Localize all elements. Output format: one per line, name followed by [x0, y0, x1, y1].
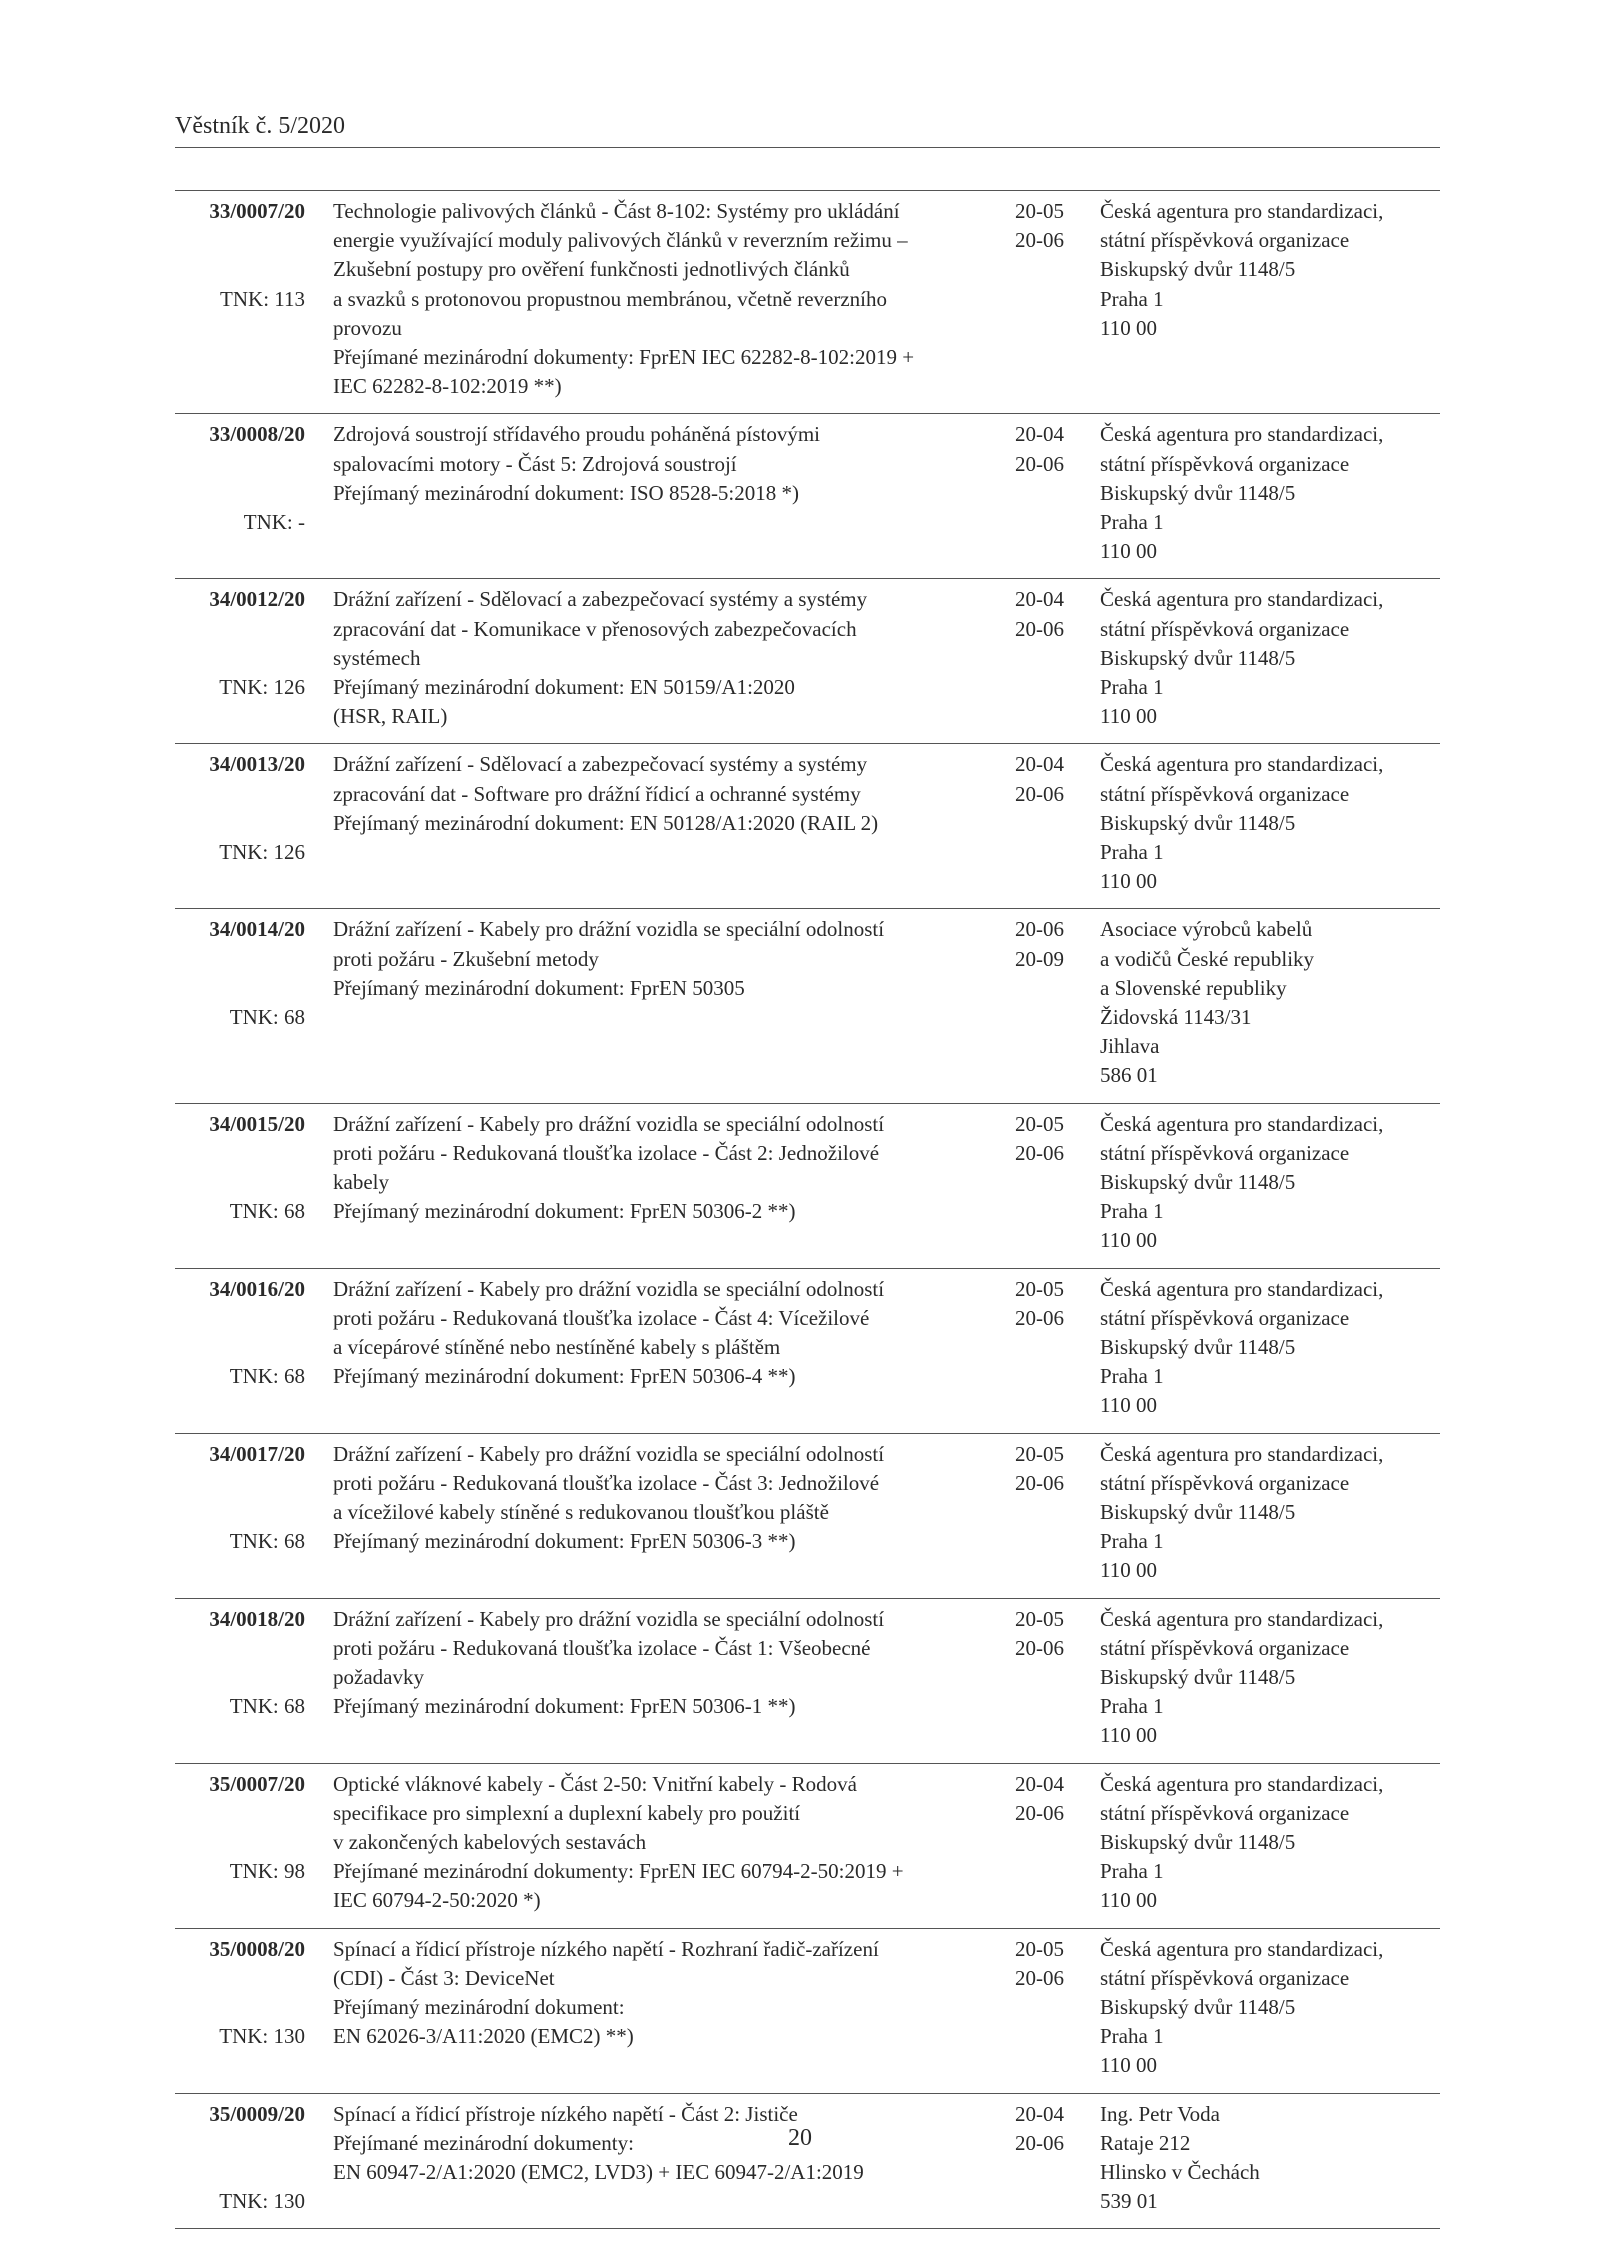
record-org-cell — [1100, 585, 1440, 731]
record-org-cell — [1100, 1275, 1440, 1421]
record-date: 20-06 — [1015, 1305, 1064, 1330]
record-org-line: Asociace výrobců kabelů — [1100, 917, 1313, 942]
table-row — [175, 414, 1440, 579]
record-org-line: státní příspěvková organizace — [1100, 1800, 1350, 1825]
record-title-cell — [333, 420, 853, 508]
record-title-line: Optické vláknové kabely - Část 2-50: Vnitřní kabely - Rodová — [333, 1771, 857, 1796]
record-org-line: Biskupský dvůr 1148/5 — [1100, 1334, 1296, 1359]
record-title-cell — [333, 1110, 885, 1227]
record-title-line: systémech — [333, 645, 421, 670]
record-org-line: Česká agentura pro standardizaci, — [1100, 1441, 1384, 1466]
record-title-line: spalovacími motory - Část 5: Zdrojová soustrojí — [333, 451, 737, 476]
record-date: 20-05 — [1015, 1276, 1064, 1301]
record-title-line: Přejímaný mezinárodní dokument: FprEN 50306-3 **) — [333, 1529, 796, 1554]
record-org-line: Česká agentura pro standardizaci, — [1100, 1276, 1384, 1301]
record-dates-cell — [1015, 420, 1085, 478]
record-date: 20-06 — [1015, 1140, 1064, 1165]
record-org-line: státní příspěvková organizace — [1100, 1635, 1350, 1660]
record-org-line: Praha 1 — [1100, 1364, 1164, 1389]
record-date: 20-05 — [1015, 1111, 1064, 1136]
record-org-line: Česká agentura pro standardizaci, — [1100, 1111, 1384, 1136]
record-date: 20-06 — [1015, 1800, 1064, 1825]
record-org-line: 110 00 — [1100, 1393, 1157, 1418]
record-title-line: Zkušební postupy pro ověření funkčnosti jednotlivých článků — [333, 257, 850, 282]
record-org-line: Česká agentura pro standardizaci, — [1100, 752, 1384, 777]
record-id-cell — [175, 420, 305, 534]
record-title-line: a vícežilové kabely stíněné s redukovanou tloušťkou pláště — [333, 1499, 829, 1524]
record-org-line: Praha 1 — [1100, 1859, 1164, 1884]
record-date: 20-05 — [1015, 199, 1064, 223]
record-org-cell — [1100, 1110, 1440, 1256]
record-org-line: Praha 1 — [1100, 1694, 1164, 1719]
record-title-line: EN 62026-3/A11:2020 (EMC2) **) — [333, 2024, 634, 2049]
record-title-cell — [333, 915, 885, 1003]
record-dates-cell — [1015, 585, 1085, 643]
record-title-line: Přejímaný mezinárodní dokument: FprEN 50305 — [333, 975, 745, 1000]
record-dates-cell — [1015, 915, 1085, 973]
record-id-cell — [175, 197, 305, 311]
record-title-line: Přejímaný mezinárodní dokument: — [333, 1994, 625, 2019]
record-date: 20-05 — [1015, 1606, 1064, 1631]
record-code: 34/0017/20 — [209, 1441, 305, 1466]
standards-table — [175, 190, 1440, 2229]
record-org-line: 110 00 — [1100, 1888, 1157, 1913]
record-org-line: státní příspěvková organizace — [1100, 781, 1350, 806]
record-title-cell — [333, 1605, 885, 1722]
record-title-line: Drážní zařízení - Kabely pro drážní vozidla se speciální odolností — [333, 1441, 885, 1466]
record-tnk: TNK: 130 — [219, 2024, 305, 2049]
record-tnk: TNK: 68 — [229, 1004, 305, 1029]
record-org-cell — [1100, 915, 1440, 1090]
record-title-line: Přejímaný mezinárodní dokument: EN 50159/A1:2020 — [333, 675, 795, 699]
record-org-line: Česká agentura pro standardizaci, — [1100, 1606, 1384, 1631]
record-org-line: Česká agentura pro standardizaci, — [1100, 422, 1384, 447]
record-title-line: EN 60947-2/A1:2020 (EMC2, LVD3) + IEC 60947-2/A1:2019 — [333, 2159, 864, 2184]
record-title-line: (CDI) - Část 3: DeviceNet — [333, 1965, 555, 1990]
record-date: 20-06 — [1015, 1635, 1064, 1660]
record-org-cell — [1100, 1440, 1440, 1586]
record-title-line: Přejímaný mezinárodní dokument: FprEN 50306-2 **) — [333, 1199, 796, 1224]
record-org-line: Jihlava — [1100, 1034, 1160, 1059]
record-title-line: proti požáru - Redukovaná tloušťka izolace - Část 2: Jednožilové — [333, 1140, 880, 1165]
record-org-line: 539 01 — [1100, 2189, 1158, 2214]
record-org-line: 110 00 — [1100, 704, 1157, 729]
record-title-line: a svazků s protonovou propustnou membránou, včetně reverzního — [333, 286, 888, 311]
record-date: 20-06 — [1015, 1965, 1064, 1990]
record-org-line: Praha 1 — [1100, 286, 1164, 311]
record-title-line: proti požáru - Redukovaná tloušťka izolace - Část 4: Vícežilové — [333, 1305, 870, 1330]
record-title-line: (HSR, RAIL) — [333, 704, 448, 729]
record-title-cell — [333, 750, 879, 838]
record-org-line: a Slovenské republiky — [1100, 975, 1287, 1000]
record-org-line: Biskupský dvůr 1148/5 — [1100, 1169, 1296, 1194]
table-row — [175, 191, 1440, 414]
record-org-line: státní příspěvková organizace — [1100, 1305, 1350, 1330]
record-org-cell — [1100, 750, 1440, 896]
record-org-line: státní příspěvková organizace — [1100, 616, 1350, 641]
record-dates-cell — [1015, 1770, 1085, 1828]
record-title-line: zpracování dat - Komunikace v přenosových zabezpečovacích — [333, 616, 857, 641]
record-tnk: TNK: - — [243, 509, 305, 534]
record-title-cell — [333, 585, 868, 731]
table-row — [175, 909, 1440, 1103]
record-org-line: 110 00 — [1100, 539, 1157, 564]
table-row — [175, 1599, 1440, 1764]
record-code: 34/0013/20 — [209, 752, 305, 777]
record-date: 20-04 — [1015, 422, 1064, 447]
record-id-cell — [175, 915, 305, 1029]
record-org-line: a vodičů České republiky — [1100, 946, 1315, 971]
record-org-line: Biskupský dvůr 1148/5 — [1100, 1994, 1296, 2019]
record-org-line: Praha 1 — [1100, 840, 1164, 864]
record-org-line: 110 00 — [1100, 1228, 1157, 1253]
record-org-line: Biskupský dvůr 1148/5 — [1100, 257, 1296, 282]
record-id-cell — [175, 1275, 305, 1389]
record-title-line: Drážní zařízení - Kabely pro drážní vozidla se speciální odolností — [333, 917, 885, 942]
journal-title: Věstník č. 5/2020 — [175, 113, 345, 139]
record-code: 34/0012/20 — [209, 587, 305, 612]
record-code: 34/0018/20 — [209, 1606, 305, 1631]
record-org-line: Česká agentura pro standardizaci, — [1100, 587, 1384, 612]
record-title-line: energie využívající moduly palivových článků v reverzním režimu – — [333, 228, 908, 253]
record-tnk: TNK: 126 — [219, 839, 305, 864]
record-code: 33/0008/20 — [209, 422, 305, 447]
record-date: 20-06 — [1015, 451, 1064, 476]
record-date: 20-06 — [1015, 781, 1064, 806]
record-org-line: 110 00 — [1100, 1723, 1157, 1748]
record-title-line: proti požáru - Redukovaná tloušťka izolace - Část 1: Všeobecné — [333, 1635, 871, 1660]
record-tnk: TNK: 98 — [229, 1859, 305, 1884]
record-title-cell — [333, 197, 915, 401]
record-org-line: Praha 1 — [1100, 675, 1164, 699]
record-date: 20-04 — [1015, 1771, 1064, 1796]
record-org-line: státní příspěvková organizace — [1100, 1140, 1350, 1165]
record-dates-cell — [1015, 1605, 1085, 1663]
record-title-line: Drážní zařízení - Sdělovací a zabezpečovací systémy a systémy — [333, 752, 868, 777]
record-code: 35/0008/20 — [209, 1936, 305, 1961]
record-title-cell — [333, 1935, 879, 2052]
record-org-line: Hlinsko v Čechách — [1100, 2159, 1260, 2184]
record-id-cell — [175, 1770, 305, 1884]
record-title-line: proti požáru - Redukovaná tloušťka izolace - Část 3: Jednožilové — [333, 1470, 880, 1495]
record-title-line: Technologie palivových článků - Část 8-102: Systémy pro ukládání — [333, 199, 900, 223]
record-title-line: Spínací a řídicí přístroje nízkého napětí - Rozhraní řadič-zařízení — [333, 1936, 879, 1961]
record-org-cell — [1100, 1935, 1440, 2081]
record-dates-cell — [1015, 1935, 1085, 1993]
record-org-line: Praha 1 — [1100, 510, 1164, 534]
record-org-line: 110 00 — [1100, 315, 1157, 340]
record-code: 34/0014/20 — [209, 917, 305, 942]
record-org-line: 110 00 — [1100, 1558, 1157, 1583]
record-org-cell — [1100, 1605, 1440, 1751]
record-tnk: TNK: 68 — [229, 1694, 305, 1719]
page-number: 20 — [788, 2125, 812, 2151]
record-title-line: zpracování dat - Software pro drážní řídicí a ochranné systémy — [333, 781, 861, 806]
record-id-cell — [175, 585, 305, 699]
record-org-line: 110 00 — [1100, 2053, 1157, 2078]
record-org-line: Biskupský dvůr 1148/5 — [1100, 1829, 1296, 1854]
record-date: 20-04 — [1015, 2101, 1064, 2126]
record-org-line: Ing. Petr Voda — [1100, 2101, 1220, 2126]
record-org-line: 110 00 — [1100, 869, 1157, 894]
record-org-cell — [1100, 1770, 1440, 1916]
record-org-line: Česká agentura pro standardizaci, — [1100, 199, 1384, 223]
record-code: 33/0007/20 — [209, 199, 305, 223]
record-title-line: Přejímané mezinárodní dokumenty: FprEN IEC 62282-8-102:2019 + — [333, 345, 915, 370]
record-org-cell — [1100, 2100, 1440, 2217]
record-dates-cell — [1015, 197, 1085, 255]
table-row — [175, 1434, 1440, 1599]
record-date: 20-05 — [1015, 1936, 1064, 1961]
record-tnk: TNK: 68 — [229, 1529, 305, 1554]
record-title-line: kabely — [333, 1169, 389, 1194]
table-row — [175, 1764, 1440, 1929]
record-title-cell — [333, 1770, 904, 1916]
table-row — [175, 579, 1440, 744]
record-title-line: provozu — [333, 315, 402, 340]
table-row — [175, 1929, 1440, 2094]
record-title-line: Přejímané mezinárodní dokumenty: — [333, 2130, 634, 2155]
record-tnk: TNK: 130 — [219, 2189, 305, 2214]
record-tnk: TNK: 68 — [229, 1364, 305, 1389]
record-code: 34/0015/20 — [209, 1111, 305, 1136]
record-org-line: Biskupský dvůr 1148/5 — [1100, 1499, 1296, 1524]
record-title-line: a vícepárové stíněné nebo nestíněné kabely s pláštěm — [333, 1334, 781, 1359]
record-tnk: TNK: 113 — [220, 286, 305, 311]
record-date: 20-06 — [1015, 917, 1064, 942]
record-title-line: Spínací a řídicí přístroje nízkého napětí - Část 2: Jističe — [333, 2101, 798, 2126]
record-title-line: požadavky — [333, 1664, 424, 1689]
page-header — [175, 110, 1440, 148]
record-code: 35/0009/20 — [209, 2101, 305, 2126]
table-row — [175, 1104, 1440, 1269]
record-date: 20-06 — [1015, 2130, 1064, 2155]
record-org-line: Biskupský dvůr 1148/5 — [1100, 1664, 1296, 1689]
table-row — [175, 2094, 1440, 2230]
record-id-cell — [175, 1110, 305, 1224]
record-date: 20-04 — [1015, 587, 1064, 612]
record-dates-cell — [1015, 1275, 1085, 1333]
record-id-cell — [175, 1605, 305, 1719]
record-tnk: TNK: 126 — [219, 674, 305, 699]
record-title-line: Zdrojová soustrojí střídavého proudu poháněná pístovými — [333, 422, 821, 447]
record-id-cell — [175, 1935, 305, 2049]
record-dates-cell — [1015, 750, 1085, 808]
record-org-line: Židovská 1143/31 — [1100, 1005, 1252, 1029]
record-org-line: státní příspěvková organizace — [1100, 1965, 1350, 1990]
record-org-line: Česká agentura pro standardizaci, — [1100, 1936, 1384, 1961]
record-org-line: 586 01 — [1100, 1063, 1158, 1088]
record-org-line: státní příspěvková organizace — [1100, 1470, 1350, 1495]
record-org-line: Praha 1 — [1100, 1529, 1164, 1554]
record-title-line: Přejímaný mezinárodní dokument: EN 50128/A1:2020 (RAIL 2) — [333, 810, 879, 835]
record-org-cell — [1100, 420, 1440, 566]
table-row — [175, 744, 1440, 909]
record-title-line: Přejímaný mezinárodní dokument: ISO 8528-5:2018 *) — [333, 480, 800, 505]
record-title-line: Přejímaný mezinárodní dokument: FprEN 50306-4 **) — [333, 1364, 796, 1389]
record-title-line: Drážní zařízení - Kabely pro drážní vozidla se speciální odolností — [333, 1606, 885, 1631]
record-title-line: IEC 62282-8-102:2019 **) — [333, 374, 562, 399]
record-org-line: Biskupský dvůr 1148/5 — [1100, 480, 1296, 505]
table-row — [175, 1269, 1440, 1434]
record-date: 20-04 — [1015, 752, 1064, 777]
record-dates-cell — [1015, 1440, 1085, 1498]
record-tnk: TNK: 68 — [229, 1199, 305, 1224]
record-date: 20-05 — [1015, 1441, 1064, 1466]
record-title-cell — [333, 1275, 885, 1392]
record-org-line: Česká agentura pro standardizaci, — [1100, 1771, 1384, 1796]
record-org-cell — [1100, 197, 1440, 343]
record-code: 34/0016/20 — [209, 1276, 305, 1301]
record-title-line: Drážní zařízení - Sdělovací a zabezpečovací systémy a systémy — [333, 587, 868, 612]
record-title-line: Drážní zařízení - Kabely pro drážní vozidla se speciální odolností — [333, 1276, 885, 1301]
record-id-cell — [175, 750, 305, 864]
record-dates-cell — [1015, 1110, 1085, 1168]
record-org-line: Biskupský dvůr 1148/5 — [1100, 645, 1296, 670]
record-date: 20-06 — [1015, 616, 1064, 641]
record-org-line: Rataje 212 — [1100, 2130, 1191, 2155]
record-org-line: Biskupský dvůr 1148/5 — [1100, 810, 1296, 835]
record-code: 35/0007/20 — [209, 1771, 305, 1796]
record-date: 20-06 — [1015, 228, 1064, 253]
record-title-line: v zakončených kabelových sestavách — [333, 1829, 647, 1854]
record-title-line: specifikace pro simplexní a duplexní kabely pro použití — [333, 1800, 801, 1825]
record-org-line: státní příspěvková organizace — [1100, 451, 1350, 476]
record-title-line: proti požáru - Zkušební metody — [333, 946, 599, 971]
record-date: 20-09 — [1015, 946, 1064, 971]
record-title-line: Přejímaný mezinárodní dokument: FprEN 50306-1 **) — [333, 1694, 796, 1719]
record-title-line: Drážní zařízení - Kabely pro drážní vozidla se speciální odolností — [333, 1111, 885, 1136]
record-title-line: Přejímané mezinárodní dokumenty: FprEN IEC 60794-2-50:2019 + — [333, 1859, 904, 1884]
record-title-cell — [333, 1440, 885, 1557]
record-title-line: IEC 60794-2-50:2020 *) — [333, 1888, 541, 1913]
record-id-cell — [175, 1440, 305, 1554]
record-org-line: Praha 1 — [1100, 1199, 1164, 1224]
record-org-line: Praha 1 — [1100, 2024, 1164, 2049]
record-date: 20-06 — [1015, 1470, 1064, 1495]
record-org-line: státní příspěvková organizace — [1100, 228, 1350, 253]
